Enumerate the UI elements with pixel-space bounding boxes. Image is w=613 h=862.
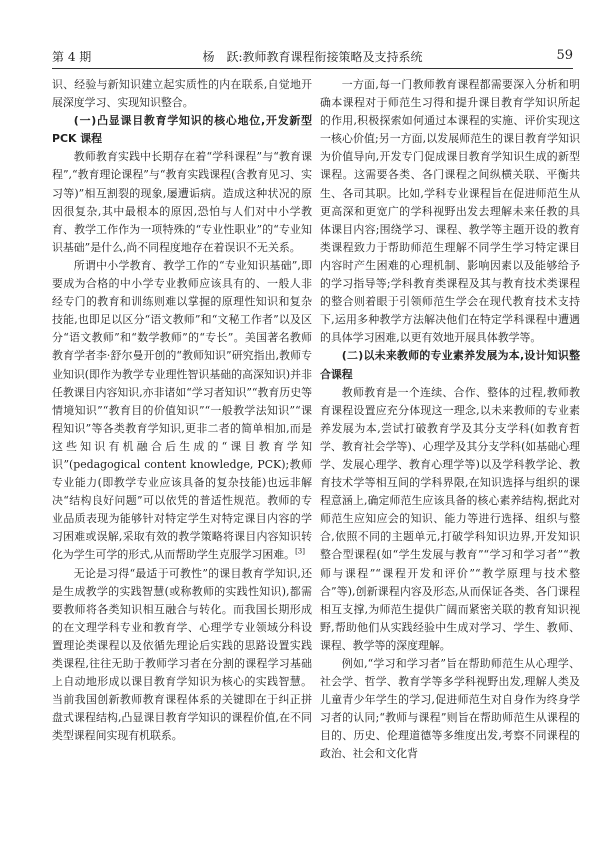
- article-running-title: 杨 跃:教师教育课程衔接策略及支持系统: [202, 50, 423, 64]
- citation-marker: [3]: [295, 547, 305, 556]
- header-rule: [52, 68, 573, 69]
- paragraph: 教师教育是一个连续、合作、整体的过程,教师教育课程设置应充分体现这一理念,以未来教师的专业素养发展为本,尝试打破教育学及其分支学科(如教育哲学、教育社会学等)、心理学及其分支学科(如基础心理学、发展心理学、教育心理学等)以及学科教学论、教育技术学等相互间的学科界限,在知识选择与组织的课程意涵上,确定师范生应该具备的核心素养结构,据此对师范生应知应会的知识、能力等进行选择、组织与整合,依照不同的主题单元,打破学科知识边界,开发知识整合型课程(如“学生发展与教育”“学习和学习者”“教师与课程”“课程开发和评价”“教学原理与技术整合”等),创新课程内容及形态,从而保证各类、各门课程相互支撑,为师范生提供广阔而紧密关联的教育知识视野,帮助他们从实践经验中生成对学习、学生、教师、课程、教学等的深度理解。: [320, 385, 580, 652]
- issue-number: 第 4 期: [52, 50, 92, 64]
- paragraph-continued: 识、经验与新知识建立起实质性的内在联系,自觉地开展深度学习、实现知识整合。: [52, 78, 312, 110]
- paragraph: 例如,“学习和学习者”旨在帮助师范生从心理学、社会学、哲学、教育学等多学科视野出发,理解人类及儿童青少年学生的学习,促进师范生对自身作为终身学习者的认同;“教师与课程”则旨在帮助师范生从课程的目的、历史、伦理道德等多维度出发,考察不同课程的政治、社会和文化背: [320, 657, 580, 761]
- paragraph: 教师教育实践中长期存在着“学科课程”与“教育课程”,“教育理论课程”与“教育实践课程(含教育见习、实习等)”相互割裂的现象,屡遭诟病。造成这种状况的原因很复杂,其中最根本的原因,恐怕与人们对中小学教育、教学工作作为一项特殊的“专业性职业”的“专业知识基础”是什么,尚不同程度地存在着误识不无关系。: [52, 150, 312, 254]
- paragraph-text: 所谓中小学教育、教学工作的“专业知识基础”,即要成为合格的中小学专业教师应该具有的、一般人非经专门的教育和训练则难以掌握的原理性知识和复杂技能,也即足以区分“语文教师”和“文秘工作者”以及区分“语文教师”和“数学教师”的“专长”。美国著名教师教育学者李·舒尔曼开创的“教师知识”研究指出,教师专业知识(即作为教学专业理性智识基础的高深知识)并非任教课目内容知识,亦非诸如“学习者知识”“教育历史等情境知识”“教育目的价值知识”“一般教学法知识”“课程知识”等各类教育学知识,更非二者的简单相加,而是这些知识有机融合后生成的“课目教育学知识”(pedagogical content knowledge, PCK);教师专业能力(即教学专业应该具备的复杂技能)也远非解决“结构良好问题”可以依凭的普适性规范。教师的专业品质表现为能够针对特定学生对特定课目内容的学习困难或误解,采取有效的教学策略将课目内容知识转化为学生可学的形式,从而帮助学生克服学习困难。: [52, 258, 312, 562]
- running-header: [52, 48, 573, 68]
- paragraph: 无论是习得“最适于可教性”的课目教育学知识,还是生成教学的实践智慧(或称教师的实践性知识),都需要教师将各类知识相互融合与转化。而我国长期形成的在文理学科专业和教育学、心理学专业领域分科设置理论类课程以及依循先理论后实践的思路设置实践类课程,往往无助于教师学习者在分割的课程学习基础上自动地形成以课目教育学知识为核心的实践智慧。当前我国创新教师教育课程体系的关键即在于纠正拼盘式课程结构,凸显课目教育学知识的课程价值,在不同类型课程间实现有机联系。: [52, 566, 312, 743]
- section-heading-1: (一)凸显课目教育学知识的核心地位,开发新型 PCK 课程: [52, 114, 312, 146]
- page-number: 59: [556, 48, 573, 63]
- right-column: [320, 76, 580, 764]
- section-heading-2: (二)以未来教师的专业素养发展为本,设计知识整合课程: [320, 349, 580, 381]
- left-column: [52, 76, 312, 745]
- paragraph: 一方面,每一门教师教育课程都需要深入分析和明确本课程对于师范生习得和提升课目教育学知识所起的作用,积极探索如何通过本课程的实施、评价实现这一核心价值;另一方面,以发展师范生的课目教育学知识为价值导向,开发专门促成课目教育学知识生成的新型课程。这需要各类、各门课程之间纵横关联、平衡共生、各司其职。比如,学科专业课程旨在促进师范生从更高深和更宽广的学科视野出发去理解未来任教的具体课目内容;围绕学习、课程、教学等主题开设的教育类课程致力于帮助师范生理解不同学生学习特定课目内容时产生困难的心理机制、影响因素以及能够给予的学习指导等;学科教育类课程及其与教育技术类课程的整合则着眼于引领师范生学会在现代教育技术支持下,运用多种教学方法解决他们在特定学科课程中遭遇的具体学习困难,以更有效地开展具体教学等。: [320, 78, 580, 345]
- paragraph: [52, 257, 312, 565]
